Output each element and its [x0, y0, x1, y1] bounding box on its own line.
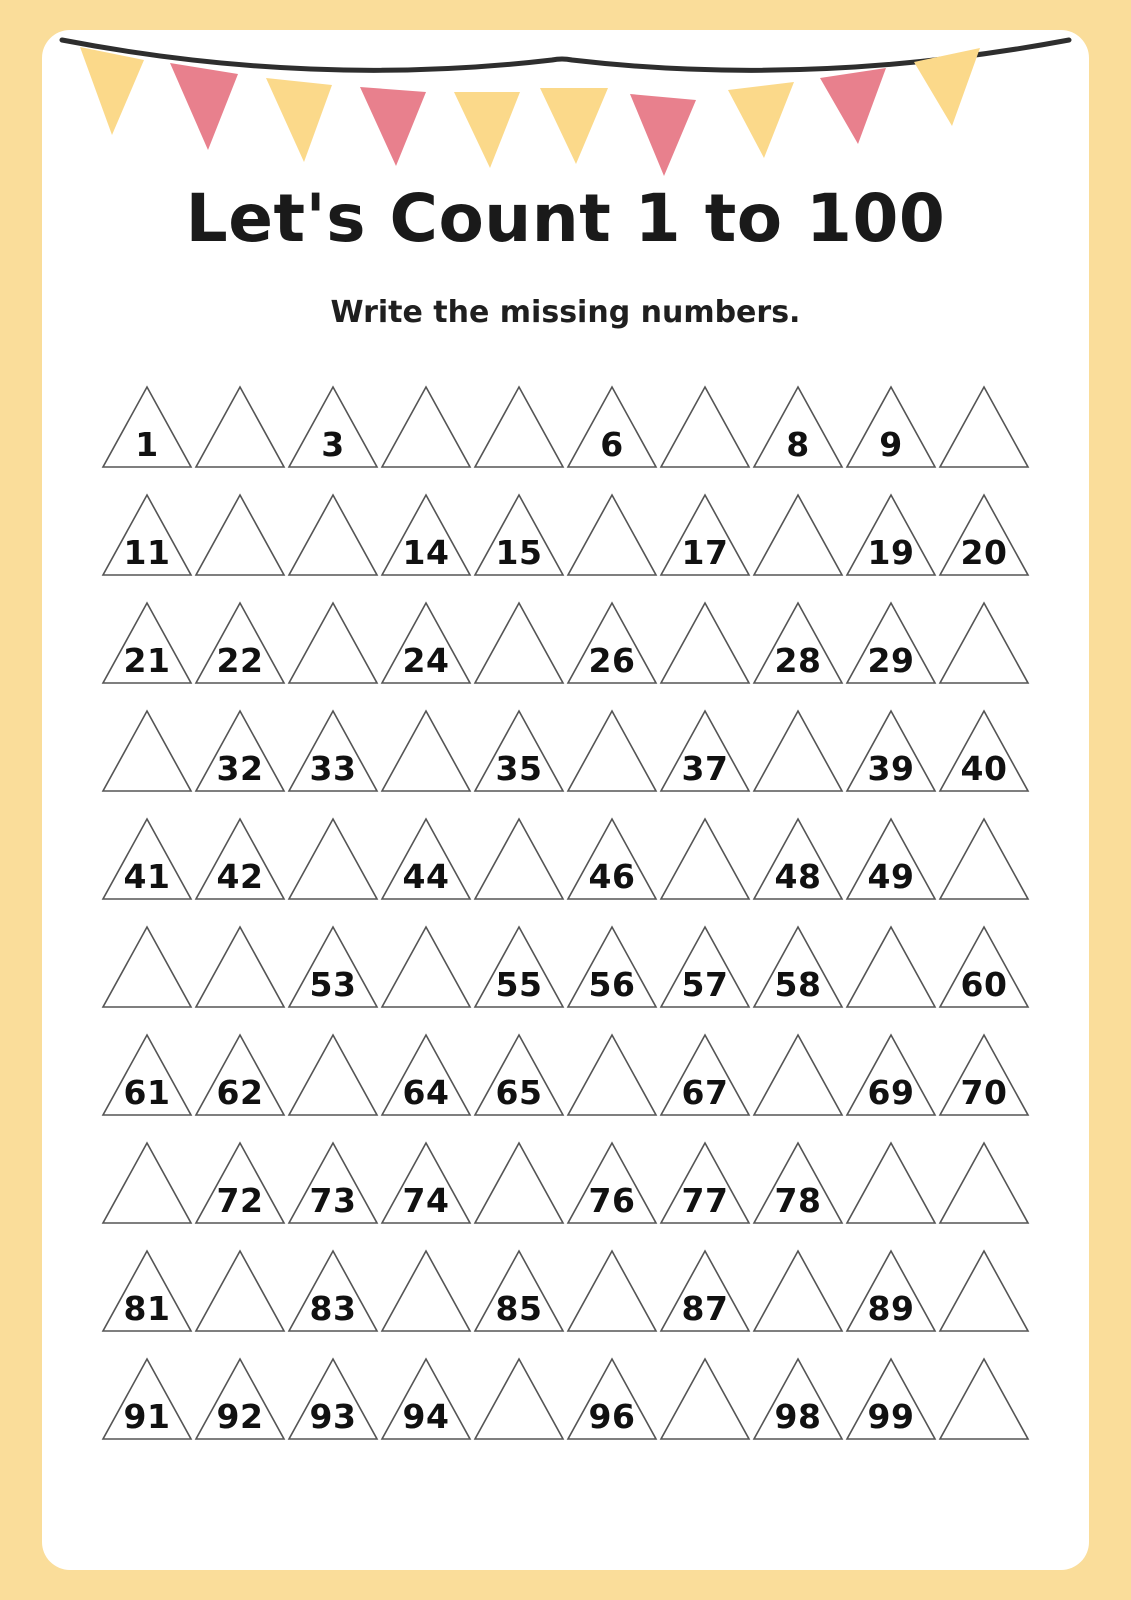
- number-triangle-filled: [379, 1140, 473, 1226]
- number-triangle-blank[interactable]: [472, 1140, 566, 1226]
- number-triangle-filled: [844, 600, 938, 686]
- triangle-outline-icon: [472, 1140, 566, 1226]
- cell-number: 1: [135, 425, 159, 464]
- number-row: [100, 478, 1030, 586]
- cell-number: 70: [960, 1073, 1008, 1112]
- number-triangle-blank[interactable]: [937, 1248, 1031, 1334]
- number-triangle-filled: [565, 384, 659, 470]
- cell-number: 8: [786, 425, 810, 464]
- number-triangle-filled: [472, 924, 566, 1010]
- cell-number: 62: [216, 1073, 264, 1112]
- number-triangle-filled: [565, 1140, 659, 1226]
- number-triangle-filled: [658, 924, 752, 1010]
- number-triangle-blank[interactable]: [379, 1248, 473, 1334]
- cell-number: 78: [774, 1181, 822, 1220]
- cell-number: 6: [600, 425, 624, 464]
- number-triangle-blank[interactable]: [937, 600, 1031, 686]
- number-triangle-filled: [844, 1356, 938, 1442]
- number-triangle-filled: [844, 708, 938, 794]
- cell-number: 28: [774, 641, 822, 680]
- number-triangle-blank[interactable]: [565, 1248, 659, 1334]
- triangle-outline-icon: [472, 384, 566, 470]
- number-triangle-blank[interactable]: [100, 1140, 194, 1226]
- number-triangle-blank[interactable]: [751, 708, 845, 794]
- number-triangle-blank[interactable]: [751, 492, 845, 578]
- cell-number: 46: [588, 857, 636, 896]
- cell-number: 44: [402, 857, 450, 896]
- triangle-outline-icon: [193, 384, 287, 470]
- number-triangle-blank[interactable]: [379, 384, 473, 470]
- triangle-outline-icon: [844, 1140, 938, 1226]
- number-triangle-blank[interactable]: [193, 924, 287, 1010]
- number-triangle-blank[interactable]: [472, 384, 566, 470]
- cell-number: 56: [588, 965, 636, 1004]
- cell-number: 11: [123, 533, 171, 572]
- triangle-outline-icon: [658, 1356, 752, 1442]
- triangle-outline-icon: [379, 1248, 473, 1334]
- number-triangle-filled: [193, 1356, 287, 1442]
- cell-number: 92: [216, 1397, 264, 1436]
- cell-number: 89: [867, 1289, 915, 1328]
- triangle-outline-icon: [937, 384, 1031, 470]
- cell-number: 81: [123, 1289, 171, 1328]
- number-triangle-filled: [379, 492, 473, 578]
- number-triangle-blank[interactable]: [658, 384, 752, 470]
- cell-number: 61: [123, 1073, 171, 1112]
- number-triangle-filled: [379, 1356, 473, 1442]
- triangle-outline-icon: [472, 816, 566, 902]
- number-triangle-filled: [379, 816, 473, 902]
- cell-number: 58: [774, 965, 822, 1004]
- number-triangle-filled: [286, 1248, 380, 1334]
- number-triangle-blank[interactable]: [100, 708, 194, 794]
- number-row: [100, 910, 1030, 1018]
- cell-number: 73: [309, 1181, 357, 1220]
- number-triangle-filled: [751, 1140, 845, 1226]
- cell-number: 49: [867, 857, 915, 896]
- number-triangle-filled: [751, 600, 845, 686]
- number-triangle-filled: [937, 708, 1031, 794]
- number-triangle-blank[interactable]: [472, 1356, 566, 1442]
- number-triangle-filled: [286, 1140, 380, 1226]
- number-row: [100, 694, 1030, 802]
- number-triangle-blank[interactable]: [286, 600, 380, 686]
- cell-number: 77: [681, 1181, 729, 1220]
- number-triangle-filled: [751, 924, 845, 1010]
- triangle-outline-icon: [379, 708, 473, 794]
- number-grid: [100, 370, 1030, 1450]
- triangle-outline-icon: [286, 1032, 380, 1118]
- cell-number: 72: [216, 1181, 264, 1220]
- triangle-outline-icon: [751, 708, 845, 794]
- triangle-outline-icon: [844, 924, 938, 1010]
- number-triangle-filled: [472, 708, 566, 794]
- number-triangle-filled: [565, 600, 659, 686]
- cell-number: 40: [960, 749, 1008, 788]
- number-triangle-filled: [286, 384, 380, 470]
- triangle-outline-icon: [472, 600, 566, 686]
- cell-number: 87: [681, 1289, 729, 1328]
- number-triangle-filled: [844, 492, 938, 578]
- number-triangle-filled: [751, 816, 845, 902]
- triangle-outline-icon: [286, 816, 380, 902]
- cell-number: 94: [402, 1397, 450, 1436]
- number-row: [100, 1126, 1030, 1234]
- number-triangle-blank[interactable]: [844, 924, 938, 1010]
- number-triangle-blank[interactable]: [751, 1032, 845, 1118]
- number-triangle-blank[interactable]: [100, 924, 194, 1010]
- cell-number: 85: [495, 1289, 543, 1328]
- cell-number: 65: [495, 1073, 543, 1112]
- number-triangle-blank[interactable]: [565, 1032, 659, 1118]
- cell-number: 19: [867, 533, 915, 572]
- number-triangle-blank[interactable]: [844, 1140, 938, 1226]
- number-triangle-filled: [100, 384, 194, 470]
- number-triangle-filled: [379, 600, 473, 686]
- number-triangle-filled: [472, 1248, 566, 1334]
- cell-number: 32: [216, 749, 264, 788]
- number-triangle-filled: [658, 1140, 752, 1226]
- cell-number: 53: [309, 965, 357, 1004]
- cell-number: 55: [495, 965, 543, 1004]
- number-row: [100, 1018, 1030, 1126]
- number-triangle-filled: [751, 384, 845, 470]
- triangle-outline-icon: [937, 600, 1031, 686]
- triangle-outline-icon: [658, 384, 752, 470]
- triangle-outline-icon: [472, 1356, 566, 1442]
- cell-number: 99: [867, 1397, 915, 1436]
- triangle-outline-icon: [937, 816, 1031, 902]
- number-triangle-filled: [844, 1032, 938, 1118]
- triangle-outline-icon: [100, 924, 194, 1010]
- number-triangle-blank[interactable]: [658, 600, 752, 686]
- triangle-outline-icon: [565, 708, 659, 794]
- cell-number: 24: [402, 641, 450, 680]
- number-triangle-filled: [286, 924, 380, 1010]
- number-triangle-filled: [658, 708, 752, 794]
- number-triangle-filled: [100, 492, 194, 578]
- number-triangle-blank[interactable]: [937, 1356, 1031, 1442]
- number-triangle-blank[interactable]: [751, 1248, 845, 1334]
- triangle-outline-icon: [379, 924, 473, 1010]
- number-triangle-filled: [193, 708, 287, 794]
- number-triangle-filled: [286, 1356, 380, 1442]
- cell-number: 15: [495, 533, 543, 572]
- number-triangle-filled: [565, 1356, 659, 1442]
- number-triangle-blank[interactable]: [658, 816, 752, 902]
- number-triangle-blank[interactable]: [565, 708, 659, 794]
- number-triangle-filled: [844, 1248, 938, 1334]
- number-triangle-filled: [937, 1032, 1031, 1118]
- number-triangle-filled: [565, 816, 659, 902]
- cell-number: 69: [867, 1073, 915, 1112]
- number-triangle-blank[interactable]: [379, 708, 473, 794]
- cell-number: 76: [588, 1181, 636, 1220]
- triangle-outline-icon: [379, 384, 473, 470]
- cell-number: 91: [123, 1397, 171, 1436]
- cell-number: 67: [681, 1073, 729, 1112]
- triangle-outline-icon: [751, 1248, 845, 1334]
- cell-number: 35: [495, 749, 543, 788]
- number-triangle-blank[interactable]: [286, 492, 380, 578]
- number-triangle-filled: [193, 1140, 287, 1226]
- worksheet-page: [42, 30, 1089, 1570]
- number-triangle-blank[interactable]: [937, 1140, 1031, 1226]
- triangle-outline-icon: [193, 924, 287, 1010]
- cell-number: 29: [867, 641, 915, 680]
- cell-number: 21: [123, 641, 171, 680]
- cell-number: 37: [681, 749, 729, 788]
- page-title: Let's Count 1 to 100: [185, 180, 946, 257]
- number-triangle-blank[interactable]: [937, 816, 1031, 902]
- number-triangle-blank[interactable]: [193, 1248, 287, 1334]
- triangle-outline-icon: [658, 600, 752, 686]
- number-triangle-filled: [100, 1356, 194, 1442]
- triangle-outline-icon: [100, 708, 194, 794]
- number-triangle-filled: [472, 492, 566, 578]
- number-triangle-filled: [286, 708, 380, 794]
- cell-number: 41: [123, 857, 171, 896]
- number-triangle-blank[interactable]: [193, 384, 287, 470]
- number-triangle-filled: [844, 384, 938, 470]
- number-triangle-blank[interactable]: [286, 816, 380, 902]
- cell-number: 26: [588, 641, 636, 680]
- number-triangle-blank[interactable]: [193, 492, 287, 578]
- triangle-outline-icon: [193, 492, 287, 578]
- number-triangle-filled: [937, 492, 1031, 578]
- triangle-outline-icon: [565, 1032, 659, 1118]
- number-triangle-blank[interactable]: [472, 816, 566, 902]
- triangle-outline-icon: [937, 1248, 1031, 1334]
- number-row: [100, 1342, 1030, 1450]
- number-triangle-blank[interactable]: [565, 492, 659, 578]
- cell-number: 14: [402, 533, 450, 572]
- triangle-outline-icon: [751, 1032, 845, 1118]
- triangle-outline-icon: [565, 1248, 659, 1334]
- number-row: [100, 802, 1030, 910]
- number-triangle-filled: [565, 924, 659, 1010]
- number-triangle-blank[interactable]: [379, 924, 473, 1010]
- number-triangle-filled: [100, 816, 194, 902]
- triangle-outline-icon: [751, 492, 845, 578]
- cell-number: 3: [321, 425, 345, 464]
- triangle-outline-icon: [937, 1140, 1031, 1226]
- bunting-decoration: [42, 30, 1089, 200]
- cell-number: 42: [216, 857, 264, 896]
- cell-number: 33: [309, 749, 357, 788]
- number-triangle-filled: [751, 1356, 845, 1442]
- number-row: [100, 586, 1030, 694]
- number-triangle-filled: [100, 600, 194, 686]
- triangle-outline-icon: [937, 1356, 1031, 1442]
- number-triangle-blank[interactable]: [937, 384, 1031, 470]
- number-row: [100, 370, 1030, 478]
- number-triangle-filled: [193, 600, 287, 686]
- number-triangle-filled: [379, 1032, 473, 1118]
- number-triangle-filled: [658, 1248, 752, 1334]
- number-triangle-filled: [472, 1032, 566, 1118]
- number-triangle-filled: [193, 816, 287, 902]
- triangle-outline-icon: [286, 600, 380, 686]
- number-triangle-blank[interactable]: [286, 1032, 380, 1118]
- cell-number: 60: [960, 965, 1008, 1004]
- cell-number: 22: [216, 641, 264, 680]
- page-subtitle: Write the missing numbers.: [330, 295, 801, 330]
- cell-number: 48: [774, 857, 822, 896]
- triangle-outline-icon: [565, 492, 659, 578]
- number-triangle-blank[interactable]: [658, 1356, 752, 1442]
- triangle-outline-icon: [193, 1248, 287, 1334]
- cell-number: 98: [774, 1397, 822, 1436]
- cell-number: 74: [402, 1181, 450, 1220]
- number-triangle-filled: [193, 1032, 287, 1118]
- number-triangle-filled: [844, 816, 938, 902]
- cell-number: 83: [309, 1289, 357, 1328]
- number-triangle-blank[interactable]: [472, 600, 566, 686]
- cell-number: 17: [681, 533, 729, 572]
- number-triangle-filled: [658, 492, 752, 578]
- cell-number: 57: [681, 965, 729, 1004]
- triangle-outline-icon: [100, 1140, 194, 1226]
- number-triangle-filled: [937, 924, 1031, 1010]
- number-row: [100, 1234, 1030, 1342]
- number-triangle-filled: [100, 1032, 194, 1118]
- cell-number: 9: [879, 425, 903, 464]
- number-triangle-filled: [658, 1032, 752, 1118]
- cell-number: 96: [588, 1397, 636, 1436]
- cell-number: 93: [309, 1397, 357, 1436]
- number-triangle-filled: [100, 1248, 194, 1334]
- triangle-outline-icon: [658, 816, 752, 902]
- cell-number: 64: [402, 1073, 450, 1112]
- cell-number: 20: [960, 533, 1008, 572]
- triangle-outline-icon: [286, 492, 380, 578]
- cell-number: 39: [867, 749, 915, 788]
